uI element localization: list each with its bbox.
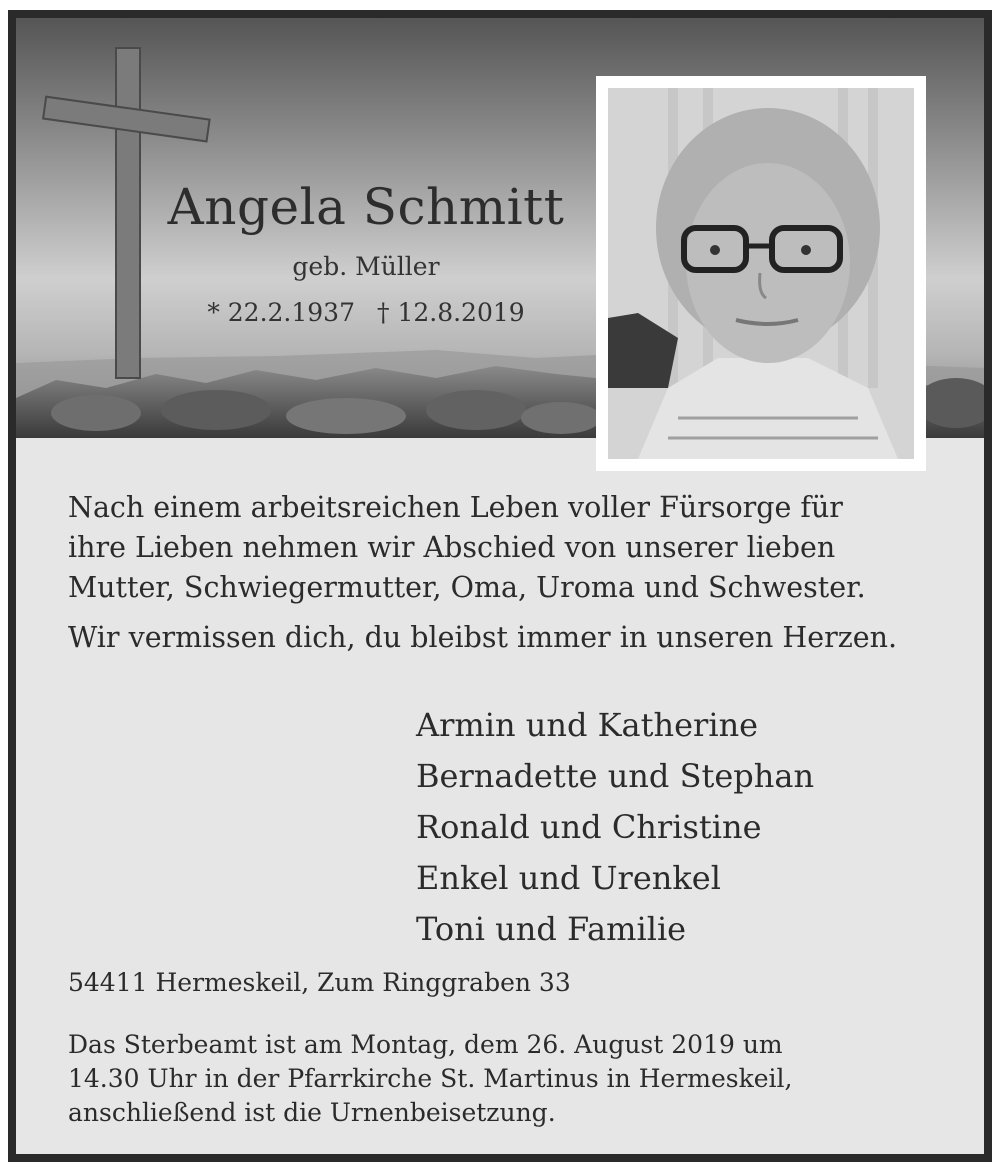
message-line: Nach einem arbeitsreichen Leben voller Fürsorge für <box>68 491 843 524</box>
service-line: Das Sterbeamt ist am Montag, dem 26. August 2019 um <box>68 1030 783 1059</box>
message-line: Mutter, Schwiegermutter, Oma, Uroma und Schwester. <box>68 571 866 604</box>
mourner-entry: Bernadette und Stephan <box>416 757 815 795</box>
mourner-entry: Toni und Familie <box>416 910 687 948</box>
message-line: ihre Lieben nehmen wir Abschied von unserer lieben <box>68 531 836 564</box>
mourners-list <box>416 700 814 955</box>
service-line: 14.30 Uhr in der Pfarrkirche St. Martinus in Hermeskeil, <box>68 1064 793 1093</box>
mourner-entry: Ronald und Christine <box>416 808 762 846</box>
condolence-message <box>68 488 897 658</box>
birth-date: * 22.2.1937 <box>207 298 355 327</box>
birth-name: geb. Müller <box>292 252 440 281</box>
life-dates <box>166 298 566 327</box>
service-details <box>68 1028 793 1130</box>
service-line: anschließend ist die Urnenbeisetzung. <box>68 1098 556 1127</box>
mourner-entry: Enkel und Urenkel <box>416 859 721 897</box>
death-date: † 12.8.2019 <box>377 298 525 327</box>
closing-line: Wir vermissen dich, du bleibst immer in unseren Herzen. <box>68 621 898 654</box>
portrait-image <box>608 88 914 459</box>
mourner-entry: Armin und Katherine <box>416 706 759 744</box>
portrait-photo <box>596 76 926 471</box>
deceased-name: Angela Schmitt <box>167 178 565 236</box>
family-address: 54411 Hermeskeil, Zum Ringgraben 33 <box>68 968 571 997</box>
obituary-notice <box>8 10 992 1162</box>
